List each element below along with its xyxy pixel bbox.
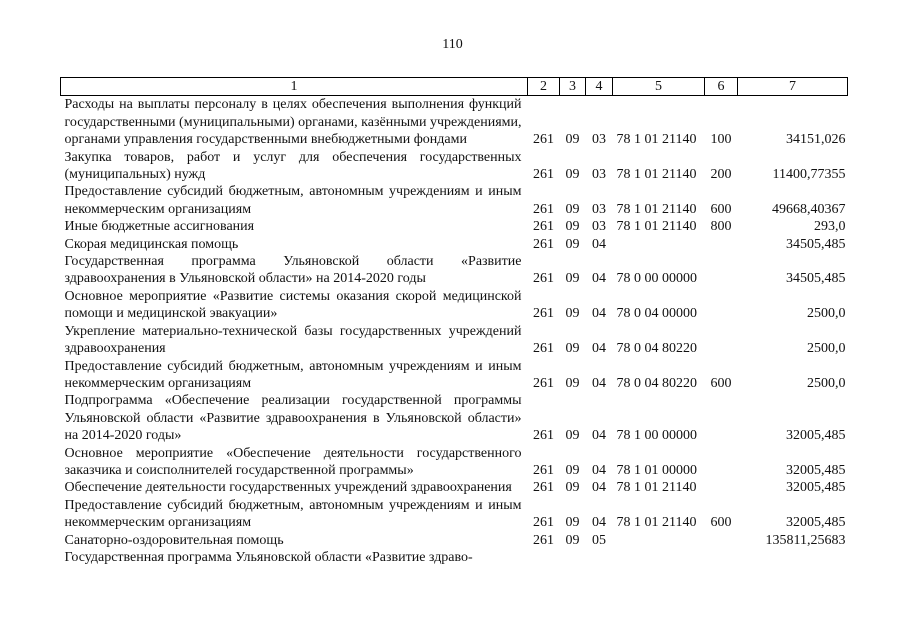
table-row [61,149,848,184]
row-section: 09 [565,341,580,357]
table-body [61,96,848,566]
table-row [61,236,848,253]
row-expense-type [705,549,738,566]
row-admin-code: 261 [533,271,554,287]
header-col-7: 7 [738,78,848,96]
table-row [61,497,848,532]
row-admin-code: 261 [533,201,554,217]
row-target-article: 78 0 00 00000 [616,271,697,287]
row-section: 09 [565,515,580,531]
row-target-article [613,532,705,549]
row-expense-type: 800 [710,219,732,235]
row-amount: 34151,026 [786,132,846,148]
budget-table [60,77,848,566]
table-row [61,532,848,549]
row-expense-type [705,253,738,288]
row-subsection: 04 [592,428,606,444]
row-section: 09 [565,132,580,148]
row-section: 09 [565,219,580,235]
table-row [61,479,848,496]
row-amount: 2500,0 [807,306,846,322]
header-col-4: 4 [586,78,613,96]
row-name: Государственная программа Ульяновской области «Развитие здраво- [64,549,473,565]
row-subsection: 04 [592,462,606,478]
row-expense-type [705,532,738,549]
row-subsection: 04 [592,306,606,322]
row-name: Укрепление материально-технической базы государственных учреждений здравоохранения [64,323,522,357]
row-admin-code: 261 [533,375,554,391]
row-name: Закупка товаров, работ и услуг для обеспечения государственных (муниципальных) нужд [64,149,522,183]
row-amount: 11400,77355 [772,167,846,183]
row-section: 09 [565,532,580,548]
row-name: Предоставление субсидий бюджетным, автономным учреждениям и иным некоммерческим организациям [64,497,522,531]
table-row [61,323,848,358]
table-row [61,358,848,393]
row-subsection: 03 [592,201,606,217]
row-expense-type: 100 [710,132,732,148]
row-name: Иные бюджетные ассигнования [64,219,255,235]
row-target-article: 78 0 04 80220 [616,341,697,357]
row-section: 09 [565,271,580,287]
header-col-5: 5 [613,78,705,96]
table-row [61,253,848,288]
header-col-2: 2 [528,78,560,96]
row-expense-type: 200 [710,167,732,183]
row-target-article: 78 1 01 21140 [616,219,697,235]
row-amount: 2500,0 [807,375,846,391]
row-amount: 135811,25683 [765,532,846,548]
row-admin-code: 261 [533,515,554,531]
row-expense-type [705,323,738,358]
row-target-article: 78 0 04 80220 [616,375,697,391]
row-section: 09 [565,375,580,391]
row-target-article: 78 1 01 21140 [616,515,697,531]
row-expense-type [705,479,738,496]
row-admin-code: 261 [533,480,554,496]
header-col-3: 3 [560,78,586,96]
row-amount: 49668,40367 [772,201,846,217]
row-name: Скорая медицинская помощь [64,236,239,252]
row-target-article: 78 1 01 00000 [616,462,697,478]
row-admin-code: 261 [533,132,554,148]
row-amount: 34505,485 [786,271,846,287]
row-subsection: 04 [592,515,606,531]
row-target-article: 78 1 01 21140 [616,167,697,183]
table-row [61,96,848,149]
table-row [61,549,848,566]
row-target-article [613,236,705,253]
row-subsection: 05 [592,532,606,548]
row-expense-type: 600 [710,201,732,217]
row-name: Предоставление субсидий бюджетным, автономным учреждениям и иным некоммерческим организациям [64,184,522,217]
row-section: 09 [565,428,580,444]
row-name: Санаторно-оздоровительная помощь [64,532,284,548]
row-target-article: 78 0 04 00000 [616,306,697,322]
row-amount: 32005,485 [786,515,846,531]
page-number: 110 [442,37,463,52]
row-section: 09 [565,201,580,217]
row-expense-type: 600 [710,515,732,531]
row-subsection: 04 [592,341,606,357]
row-target-article: 78 1 01 21140 [616,480,697,496]
row-subsection: 03 [592,219,606,235]
row-amount: 32005,485 [786,462,846,478]
row-expense-type [705,288,738,323]
row-amount: 2500,0 [807,341,846,357]
row-name: Предоставление субсидий бюджетным, автономным учреждениям и иным некоммерческим организациям [64,358,522,391]
row-subsection: 03 [592,132,606,148]
row-name: Государственная программа Ульяновской области «Развитие здравоохранения в Ульяновской области» на 2014-2020 годы [64,254,522,287]
row-name: Расходы на выплаты персоналу в целях обеспечения выполнения функций государственными (муниципальными) органами, казёнными учреждениями, органами управления государственными внебюджетными фондами [64,97,522,148]
row-subsection: 04 [592,480,606,496]
table-row [61,445,848,480]
row-admin-code: 261 [533,341,554,357]
row-expense-type: 600 [710,375,732,391]
row-admin-code: 261 [533,236,554,252]
row-section: 09 [565,306,580,322]
row-name: Основное мероприятие «Обеспечение деятельности государственного заказчика и соисполнителей государственной программы» [64,445,522,478]
row-amount: 293,0 [814,219,846,235]
row-expense-type [705,445,738,480]
row-admin-code: 261 [533,428,554,444]
row-subsection: 03 [592,167,606,183]
row-section: 09 [565,167,580,183]
row-section: 09 [565,462,580,478]
row-admin-code: 261 [533,532,554,548]
row-admin-code [528,549,560,566]
table-header [61,78,848,96]
row-name: Подпрограмма «Обеспечение реализации государственной программы Ульяновской области «Развитие здравоохранения в Ульяновской области» на 2014-2020 годы» [64,393,522,444]
header-col-1: 1 [61,78,528,96]
table-row [61,288,848,323]
row-admin-code: 261 [533,462,554,478]
row-amount: 34505,485 [786,236,846,252]
row-name: Основное мероприятие «Развитие системы оказания скорой медицинской помощи и медицинской эвакуации» [64,288,522,322]
table-row [61,218,848,235]
row-amount [738,549,848,566]
row-subsection: 04 [592,236,606,252]
row-admin-code: 261 [533,167,554,183]
header-col-6: 6 [705,78,738,96]
row-name: Обеспечение деятельности государственных учреждений здравоохранения [64,480,512,496]
row-admin-code: 261 [533,219,554,235]
row-target-article: 78 1 01 21140 [616,132,697,148]
row-amount: 32005,485 [786,480,846,496]
row-expense-type [705,392,738,444]
table-row [61,392,848,444]
header-row [61,78,848,96]
row-subsection: 04 [592,271,606,287]
row-subsection [586,549,613,566]
row-target-article: 78 1 01 21140 [616,201,697,217]
table-row [61,183,848,218]
row-subsection: 04 [592,375,606,391]
row-section [560,549,586,566]
row-section: 09 [565,480,580,496]
row-target-article [613,549,705,566]
row-admin-code: 261 [533,306,554,322]
row-target-article: 78 1 00 00000 [616,428,697,444]
row-expense-type [705,236,738,253]
row-amount: 32005,485 [786,428,846,444]
row-section: 09 [565,236,580,252]
